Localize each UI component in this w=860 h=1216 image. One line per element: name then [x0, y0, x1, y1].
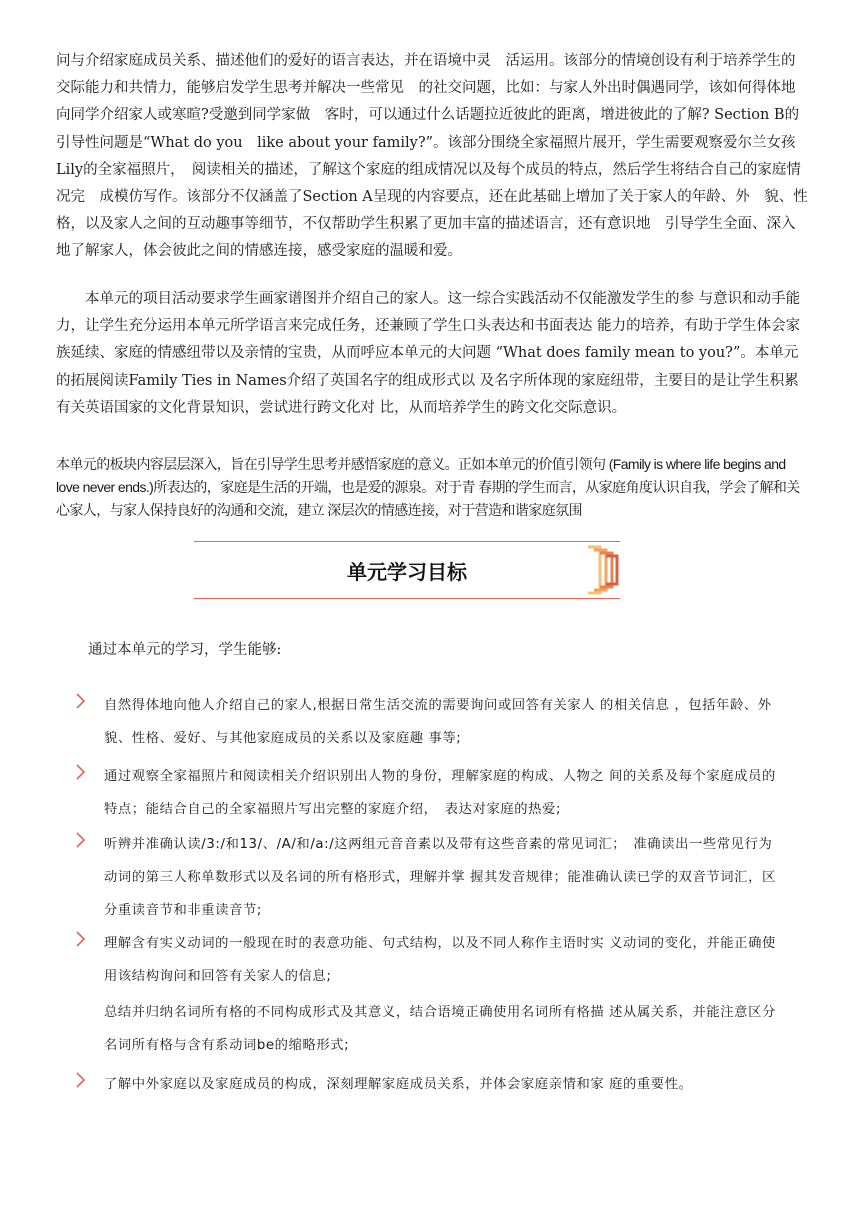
objectives-intro: 通过本单元的学习，学生能够:	[88, 642, 282, 658]
paragraph-value: 本单元的板块内容层层深入，旨在引导学生思考并感悟家庭的意义。正如本单元的价值引领句 (Family is where life begins and love never ends.)所表达的，家庭是生活的开端，也是爱的源泉。对于青 春期的学生而言，从家庭角度认识自我，学会了解和关心家人，与家人保持良好的沟通和交流，建立 深层次的情感连接，对于营造和谐家庭氛围	[56, 456, 800, 518]
objective-text: 自然得体地向他人介绍自己的家人,根据日常生活交流的需要询问或回答有关家人 的相关信息 ，包括年龄、外貌、性格、爱好、与其他家庭成员的关系以及家庭趣 事等;	[104, 698, 772, 746]
objective-text: 听辨并准确认读/3:/和13/、/A/和/a:/这两组元音音素以及带有这些音素的常见词汇； 准确读出一些常见行为动词的第三人称单数形式以及名词的所有格形式，理解并掌 握其发音规律；能准确认读已学的双音节词汇，区分重读音节和非重读音节;	[104, 837, 776, 918]
chevron-right-icon	[74, 762, 88, 782]
bracket-decoration-icon	[586, 545, 620, 595]
objective-text: 总结并归纳名词所有格的不同构成形式及其意义，结合语境正确使用名词所有格描 述从属关系，并能注意区分名词所有格与含有系动词be的缩略形式;	[104, 1005, 776, 1053]
objective-text: 通过观察全家福照片和阅读相关介绍识别出人物的身份，理解家庭的构成、人物之 间的关系及每个家庭成员的特点；能结合自己的全家福照片写出完整的家庭介绍， 表达对家庭的热爱;	[104, 769, 776, 817]
chevron-right-icon	[74, 929, 88, 949]
paragraph-project: 本单元的项目活动要求学生画家谱图并介绍自己的家人。这一综合实践活动不仅能激发学生的参 与意识和动手能力，让学生充分运用本单元所学语言来完成任务，还兼顾了学生口头表达和书面表达 能力的培养，有助于学生体会家族延续、家庭的情感纽带以及亲情的宝贵，从而呼应本单元的大问题 “What does family mean to you?”。本单元的拓展阅读Family Ties in Names介绍了英国名字的组成形式以 及名字所体现的家庭纽带，主要目的是让学生积累有关英语国家的文化背景知识，尝试进行跨文化对 比，从而培养学生的跨文化交际意识。	[56, 291, 801, 416]
chevron-right-icon	[74, 691, 88, 711]
chevron-right-icon	[74, 1070, 88, 1090]
paragraph-section-b: 问与介绍家庭成员关系、描述他们的爱好的语言表达，并在语境中灵 活运用。该部分的情境创设有利于培养学生的交际能力和共情力，能够启发学生思考并解决一些常见 的社交问题，比如：与家人外出时偶遇同学，该如何得体地向同学介绍家人或寒暄?受邀到同学家做 客时，可以通过什么话题拉近彼此的距离，增进彼此的了解? Section B的引导性问题是“What do you like about your family?”。该部分围绕全家福照片展开，学生需要观察爱尔兰女孩Lily的全家福照片， 阅读相关的描述，了解这个家庭的组成情况以及每个成员的特点，然后学生将结合自己的家庭情况完 成模仿写作。该部分不仅涵盖了Section A呈现的内容要点，还在此基础上增加了关于家人的年龄、外 貌、性格，以及家人之间的互动趣事等细节，不仅帮助学生积累了更加丰富的描述语言，还有意识地 引导学生全面、深入地了解家人，体会彼此之间的情感连接，感受家庭的温暖和爱。	[56, 53, 808, 260]
chevron-right-icon	[74, 830, 88, 850]
objective-text: 了解中外家庭以及家庭成员的构成，深刻理解家庭成员关系，并体会家庭亲情和家 庭的重要性。	[104, 1077, 693, 1092]
section-title-box	[194, 541, 620, 599]
objective-text: 理解含有实义动词的一般现在时的表意功能、句式结构，以及不同人称作主语时实 义动词的变化，并能正确使用该结构询问和回答有关家人的信息;	[104, 936, 776, 984]
section-title: 单元学习目标	[347, 560, 467, 584]
